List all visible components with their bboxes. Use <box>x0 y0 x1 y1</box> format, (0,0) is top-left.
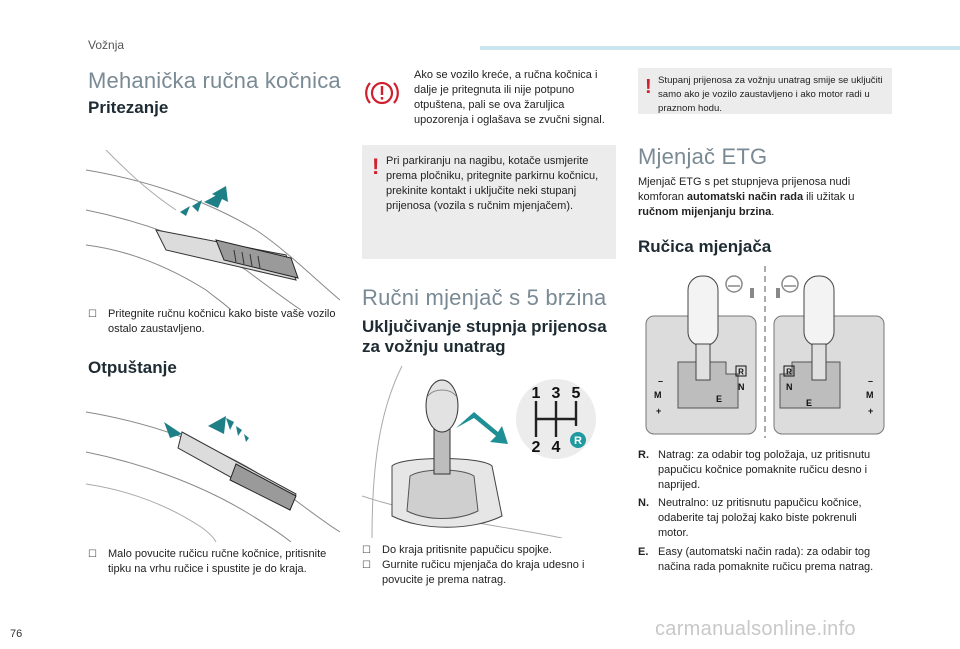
bullet-marker: ☐ <box>362 560 371 571</box>
gate-plus-left: + <box>656 406 662 416</box>
bullet-marker: ☐ <box>88 309 97 320</box>
gate-minus-left: – <box>658 376 664 386</box>
definition-text: Neutralno: uz pritisnutu papučicu kočnice, odaberite taj položaj kako biste pokrenuli motor. <box>658 497 862 539</box>
gate-n-left: N <box>738 382 745 392</box>
bullet-clutch-text: Do kraja pritisnite papučicu spojke. <box>382 544 552 556</box>
bullet-lever-text: Gurnite ručicu mjenjača do kraja udesno i povucite je prema natrag. <box>382 559 585 586</box>
bullet-apply-text: Pritegnite ručnu kočnicu kako biste vaše vozilo ostalo zaustavljeno. <box>108 308 336 335</box>
gate-m-left: M <box>654 390 662 400</box>
etg-intro-part: ili užitak u <box>803 191 855 203</box>
bullet-marker: ☐ <box>88 549 97 560</box>
bullet-apply <box>88 307 338 337</box>
gear-2-label: 2 <box>531 439 541 456</box>
subtitle-apply: Pritezanje <box>88 98 169 117</box>
definition-key: R. <box>638 449 649 461</box>
etg-manual-mode: ručnom mijenjanju brzina <box>638 206 772 218</box>
gate-r-left: R <box>738 367 744 377</box>
gear-diagram <box>516 376 596 462</box>
chapter-bar <box>480 46 960 50</box>
handbrake-release-illustration <box>86 392 340 542</box>
section-title-manual-gearbox: Ručni mjenjač s 5 brzina <box>362 285 607 310</box>
alert-text: Ako se vozilo kreće, a ručna kočnica i dalje je pritegnuta ili nije potpuno otpuštena, pali se ova žaruljica upozorenja i oglašava se zvučni signal. <box>414 69 605 126</box>
exclamation-icon: ! <box>645 76 652 98</box>
gate-n-right: N <box>786 382 793 392</box>
definition-text: Easy (automatski način rada): za odabir tog načina rada pomaknite ručicu prema natrag. <box>658 546 874 573</box>
gate-e-right: E <box>806 398 813 408</box>
parking-note-text: Pri parkiranju na nagibu, kotače usmjerite prema pločniku, pritegnite parkirnu kočnicu, prekinite kontakt i uključite neki stupanj prijenosa (vozila s ručnim mjenjačem). <box>386 155 599 212</box>
bullet-release-text: Malo povucite ručicu ručne kočnice, pritisnite tipku na vrhu ručice i spustite je do kraja. <box>108 548 327 575</box>
gate-r-right: R <box>786 367 792 377</box>
handbrake-apply-illustration <box>86 150 340 310</box>
subtitle-gear-lever: Ručica mjenjača <box>638 237 772 256</box>
watermark: carmanualsonline.info <box>655 618 856 640</box>
page-number: 76 <box>10 628 23 640</box>
gear-5-label: 5 <box>571 385 581 402</box>
etg-intro-part: Mjenjač ETG s pet stupnjeva prijenosa nudi komforan <box>638 176 851 203</box>
gate-e-left: E <box>716 394 723 404</box>
gate-plus-right: + <box>868 406 874 416</box>
gear-reverse-label: R <box>574 435 582 447</box>
chapter-title: Vožnja <box>88 38 125 52</box>
gate-m-right: M <box>866 390 874 400</box>
etg-lever-illustration <box>638 266 892 438</box>
bullet-release <box>88 547 340 577</box>
gear-3-label: 3 <box>551 385 561 402</box>
subtitle-reverse: Uključivanje stupnja prijenosa za vožnju unatrag <box>362 317 607 356</box>
brake-warning-icon <box>362 76 402 110</box>
bullet-marker: ☐ <box>362 545 371 556</box>
exclamation-icon: ! <box>372 154 380 179</box>
etg-intro <box>638 175 888 220</box>
definition-key: E. <box>638 546 649 558</box>
etg-auto-mode: automatski način rada <box>686 191 804 203</box>
gear-1-label: 1 <box>531 385 541 402</box>
definition-r <box>638 448 890 493</box>
definition-key: N. <box>638 497 649 509</box>
section-title-handbrake: Mehanička ručna kočnica <box>88 68 341 93</box>
gate-minus-right: – <box>868 376 874 386</box>
gear-4-label: 4 <box>551 439 561 456</box>
bullet-lever <box>362 558 616 588</box>
etg-intro-part: . <box>771 206 775 218</box>
section-title-etg: Mjenjač ETG <box>638 144 768 169</box>
definition-e <box>638 545 890 575</box>
subtitle-release: Otpuštanje <box>88 358 177 377</box>
reverse-note-text: Stupanj prijenosa za vožnju unatrag smije se uključiti samo ako je vozilo zaustavljeno i ako motor radi u praznom hodu. <box>658 75 883 114</box>
definition-text: Natrag: za odabir tog položaja, uz pritisnutu papučicu kočnice pomaknite ručicu desno i naprijed. <box>658 449 871 491</box>
bullet-clutch <box>362 543 616 558</box>
definition-n <box>638 496 890 541</box>
